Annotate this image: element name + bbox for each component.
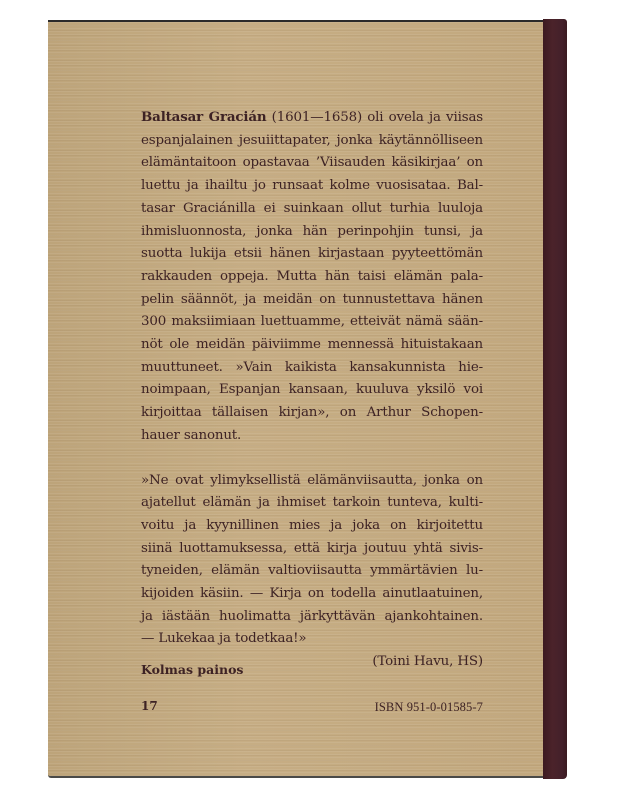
text-line: — Lukekaa ja todetkaa!» xyxy=(141,631,307,647)
text-line: muuttuneet. »Vain kaikista kansakunnista hie- xyxy=(141,359,483,375)
text-line: pelin säännöt, ja meidän on tunnustettava hänen xyxy=(141,291,483,307)
text-line: nöt ole meidän päiviimme mennessä hituistakaan xyxy=(141,337,483,353)
book xyxy=(48,20,568,778)
text-line: suotta lukija etsii hänen kirjastaan pyyteettömän xyxy=(141,246,483,262)
print-code: 17 xyxy=(141,699,158,713)
blurb-text xyxy=(141,106,483,674)
text-line: hauer sanonut. xyxy=(141,427,242,443)
text-line: rakkauden oppeja. Mutta hän taisi elämän pala- xyxy=(141,268,483,284)
blurb-paragraph-2-quote xyxy=(141,470,483,652)
book-spine xyxy=(543,19,567,779)
edition-label: Kolmas painos xyxy=(141,662,244,677)
text-line: ajatellut elämän ja ihmiset tarkoin tunteva, kulti- xyxy=(141,495,483,511)
text-line: kirjoittaa tällaisen kirjan», on Arthur Schopen- xyxy=(141,405,483,421)
text-line: kijoiden käsiin. — Kirja on todella ainutlaatuinen, xyxy=(141,586,483,602)
isbn: ISBN 951-0-01585-7 xyxy=(374,700,483,714)
back-cover xyxy=(48,20,544,778)
text-line: siinä luottamuksessa, että kirja joutuu yhtä sivis- xyxy=(141,540,483,556)
text-line: espanjalainen jesuiittapater, jonka käytännölliseen xyxy=(141,132,483,148)
quote-attribution: (Toini Havu, HS) xyxy=(372,654,483,670)
text-line: tasar Graciánilla ei suinkaan ollut turhia luuloja xyxy=(141,200,483,216)
blurb-paragraph-1: Baltasar Gracián (1601—1658) oli ovela ja viisas espanjalainen jesuiittapater, jonka käytännölliseen elämäntaitoon opastavaa ’Viisauden käsikirjaa’ on luettu ja ihailtu jo runsaat kolme vuosisataa. Bal- tasar Graciánilla ei suinkaan ollut turhia luuloja ihmisluonnosta, jonka hän perinpohjin tunsi, ja suotta lukija etsii hänen kirjastaan pyyteettömän rakkauden oppeja. Mutta hän taisi elämän pala- pelin säännöt, ja meidän on tunnustettava hänen 300 maksiimiaan luettuamme, etteivät nämä sään- nöt ole meidän päiviimme mennessä hituistakaan muuttuneet. »Vain kaikista kansakunnista hie- noimpaan, Espanjan kansaan, kuuluva yksilö voi kirjoittaa tällaisen kirjan», on Arthur Schopen- hauer sanonut. xyxy=(141,106,483,448)
text-line: 300 maksiimiaan luettuamme, etteivät nämä sään- xyxy=(141,314,483,330)
text-line: tyneiden, elämän valtioviisautta ymmärtävien lu- xyxy=(141,563,483,579)
text-line: elämäntaitoon opastavaa ’Viisauden käsikirjaa’ on xyxy=(141,155,483,171)
text-line: voitu ja kyynillinen mies ja joka on kirjoitettu xyxy=(141,517,483,533)
text-line: noimpaan, Espanjan kansaan, kuuluva yksilö voi xyxy=(141,382,483,398)
text-line: ja iästään huolimatta järkyttävän ajankohtainen. xyxy=(141,608,483,624)
text-line: ihmisluonnosta, jonka hän perinpohjin tunsi, ja xyxy=(141,223,483,239)
text-line: luettu ja ihailtu jo runsaat kolme vuosisataa. Bal- xyxy=(141,178,483,194)
text-line: »Ne ovat ylimyksellistä elämänviisautta, jonka on xyxy=(141,472,483,488)
author-name: Baltasar Gracián xyxy=(141,109,267,125)
